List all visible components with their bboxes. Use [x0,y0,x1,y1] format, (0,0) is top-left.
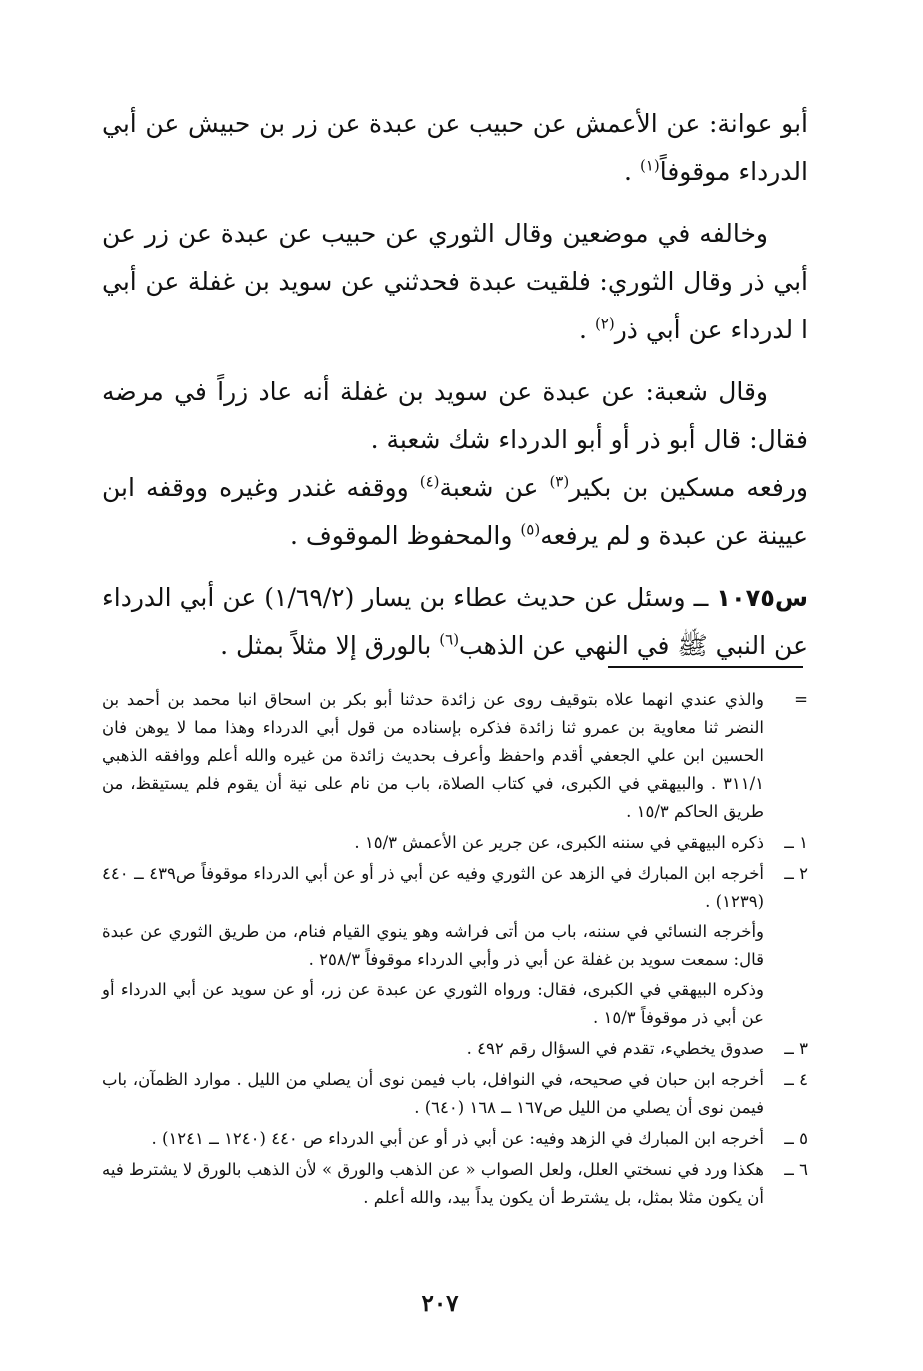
footnote-text: أخرجه ابن المبارك في الزهد وفيه: عن أبي ذر أو عن أبي الدرداء ص ٤٤٠ (١٢٤٠ ــ ١٢٤١) . [151,1129,764,1148]
footnote-3 [102,1035,808,1063]
footnote-text: وأخرجه النسائي في سننه، باب من أتى فراشه وهو ينوي القيام فنام، من طريق الثوري عن عبدة قال: سمعت سويد بن غفلة عن أبي ذر وأبي الدرداء موقوفاً ٢٥٨/٣ . [102,922,764,969]
paragraph-question-1075: س١٠٧٥ ــ وسئل عن حديث عطاء بن يسار (١/٦٩/٢) عن أبي الدرداء عن النبي ﷺ في النهي عن الذهب$^{(٦)}$ بالورق إلا مثلاً بمثل . [102,583,809,660]
footnote-ref-1[interactable]: (١) [639,156,660,175]
footnote-text: وذكره البيهقي في الكبرى، فقال: ورواه الثوري عن عبدة عن زر، أو عن سويد عن أبي الدرداء أو عن أبي ذر موقوفاً ١٥/٣ . [102,980,764,1027]
footnote-number: ٤ ــ [784,1070,808,1089]
footnote-text: أخرجه ابن حبان في صحيحه، في النوافل، باب فيمن نوى أن يصلي من الليل . موارد الظمآن، باب فيمن نوى أن يصلي من الليل ص١٦٧ ــ ١٦٨ (٦٤٠) . [102,1070,764,1117]
page-number: ٢٠٧ [421,1290,459,1317]
paragraph-4: ورفعه مسكين بن بكير$^{(٣)}$ عن شعبة$^{(٤)}$ ووقفه غندر وغيره ووقفه ابن عيينة عن عبدة و لم يرفعه$^{(٥)}$ والمحفوظ الموقوف . [102,472,808,550]
footnote-ref-6[interactable]: (٦) [439,630,460,649]
footnote-4 [102,1066,808,1122]
footnote-2 [102,860,808,1032]
main-text [102,100,808,670]
footnote-ref-3[interactable]: (٣) [549,472,570,491]
footnote-number: ١ ــ [784,833,808,852]
footnote-1 [102,829,808,857]
paragraph-2: وخالفه في موضعين وقال الثوري عن حبيب عن عبدة عن زر عن أبي ذر وقال الثوري: فلقيت عبدة فحدثني عن سويد بن غفلة عن أبي ا لدرداء عن أبي ذر$^{(٢)}$ . [102,219,808,344]
footnote-text: أخرجه ابن المبارك في الزهد عن الثوري وفيه عن أبي ذر أو عن أبي الدرداء موقوفاً ص٤٣٩ ــ ٤٤٠ (١٢٣٩) . [102,864,764,911]
footnote-ref-5[interactable]: (٥) [520,520,541,539]
footnote-number: ٦ ــ [784,1160,808,1179]
footnote-text: ذكره البيهقي في سننه الكبرى، عن جرير عن الأعمش ١٥/٣ . [354,833,764,852]
paragraph-1: أبو عوانة: عن الأعمش عن حبيب عن عبدة عن زر بن حبيش عن أبي الدرداء موقوفاً$^{(١)}$ . [102,109,808,186]
paragraph-3: وقال شعبة: عن عبدة عن سويد بن غفلة أنه عاد زراً في مرضه فقال: قال أبو ذر أو أبو الدرداء شك شعبة . [102,377,808,454]
footnote-6 [102,1156,808,1212]
footnote-text: هكذا ورد في نسختي العلل، ولعل الصواب « عن الذهب والورق » لأن الذهب بالورق لا يشترط فيه أن يكون مثلا بمثل، بل يشترط أن يكون يداً بيد، والله أعلم . [102,1160,764,1207]
footnote-separator [608,666,803,668]
footnote-text: والذي عندي انهما علاه بتوقيف روى عن زائدة حدثنا أبو بكر بن اسحاق انبا محمد بن أحمد بن النضر ثنا معاوية بن عمرو ثنا زائدة فذكره بإسناده من قول أبي الدرداء وهذا مما لا يوهن فان الحسين ابن علي الجعفي أقدم واحفظ وأعرف بحديث زائدة من غيره والله أعلم ووافقه الذهبي ٣١١/١ . والبيهقي في الكبرى، في كتاب الصلاة، باب من نام على نية أن يقوم فلم يستيقظ، من طريق الحاكم ١٥/٣ . [102,690,764,821]
footnote-number: ٢ ــ [784,864,808,883]
footnotes [102,686,808,1215]
footnote-number: ٥ ــ [784,1129,808,1148]
footnote-number: ٣ ــ [784,1039,808,1058]
footnote-text: صدوق يخطيء، تقدم في السؤال رقم ٤٩٢ . [466,1039,764,1058]
footnote-ref-4[interactable]: (٤) [419,472,440,491]
footnote-continuation [102,686,808,826]
question-number: س١٠٧٥ [716,584,809,612]
footnote-continuation-marker: = [794,690,808,709]
footnote-5 [102,1125,808,1153]
footnote-ref-2[interactable]: (٢) [594,314,615,333]
